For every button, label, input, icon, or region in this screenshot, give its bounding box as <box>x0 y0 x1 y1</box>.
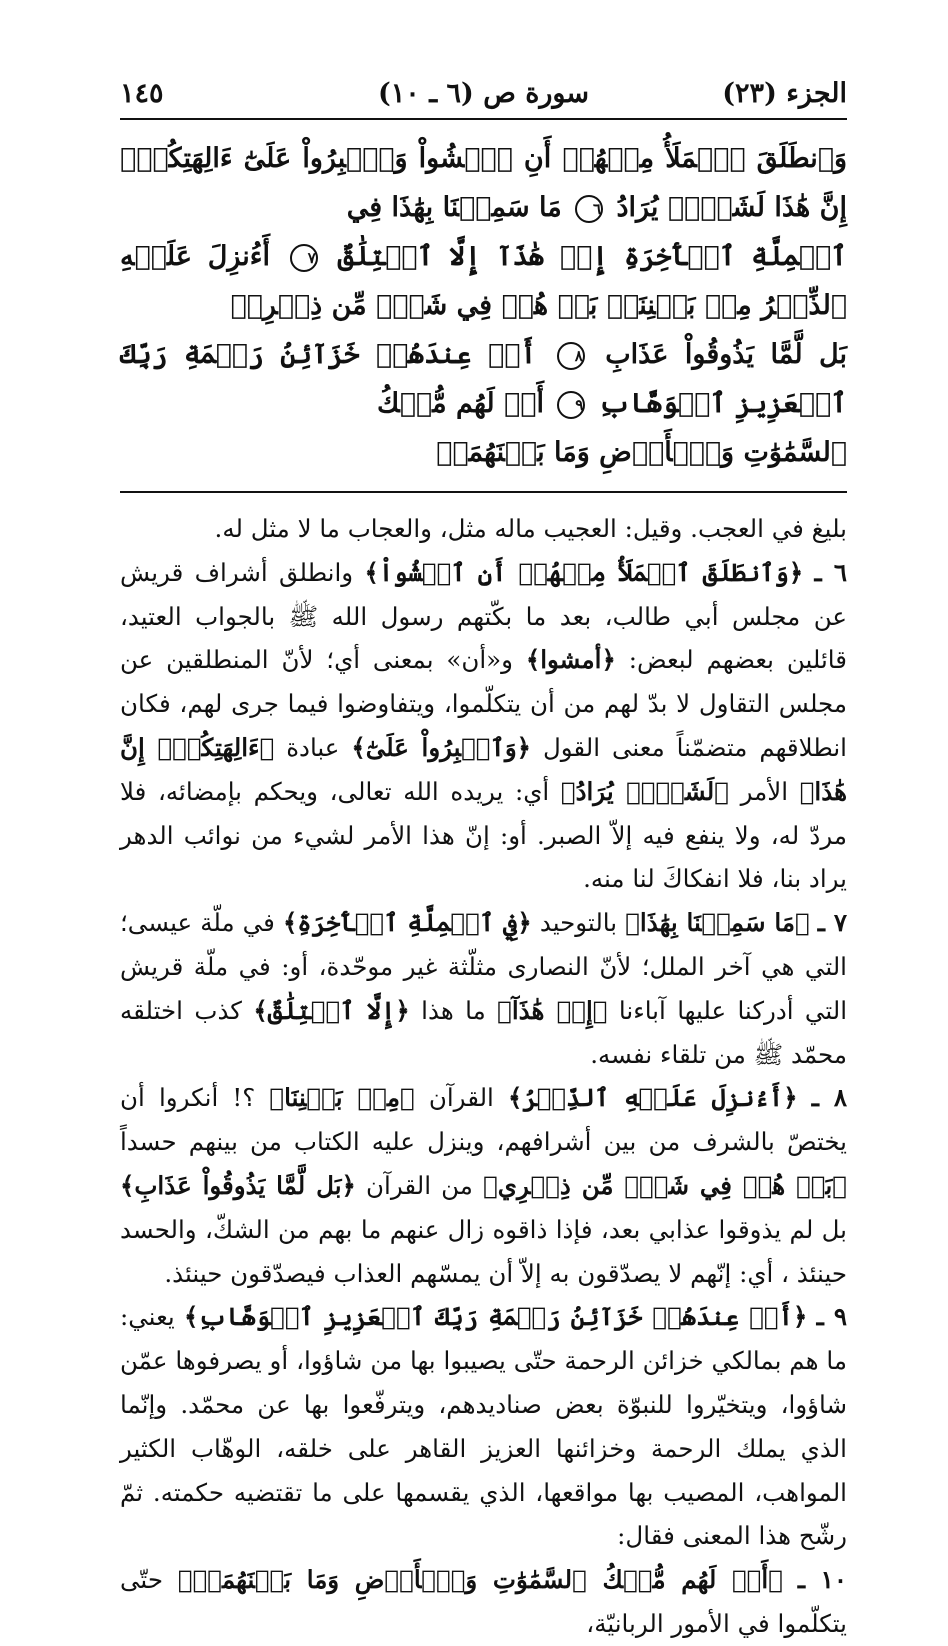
verse-text: بَل لَّمَّا يَذُوقُواْ عَذَابِ <box>605 339 847 370</box>
commentary-paragraph <box>120 551 847 901</box>
paragraph-text: حتّى يتكلّموا في الأمور الربانيّة، <box>120 1565 847 1638</box>
quote: ﴿بَل لَّمَّا يَذُوقُواْ عَذَابِ﴾ <box>120 1170 356 1200</box>
page-header <box>120 60 847 118</box>
paragraph-text: و«أن» بمعنى أي؛ لأنّ المنطلقين عن مجلس التقاول لا بدّ لهم من أن يتكلّموا، ويتفاوضوا فيما جرى لهم، فكان انطلاقهم متضمّناً معنى القول <box>120 645 847 762</box>
quote: ﴿ءَالِهَتِكُمۡۖ إِنَّ هَٰذَا﴾ <box>120 732 847 806</box>
quote: ﴿إِلَّا ٱخۡتِلَٰقٌ﴾ <box>253 995 410 1025</box>
verse-number: ٦ ـ <box>814 557 847 587</box>
verses-rule <box>120 491 847 493</box>
paragraph-text: القرآن <box>428 1083 494 1113</box>
paragraph-text: عبادة <box>286 732 340 762</box>
paragraph-text: بليغ في العجب. وقيل: العجيب ماله مثل، والعجاب ما لا مثل له. <box>214 514 847 543</box>
quote: ﴿وَٱصۡبِرُواْ عَلَىٰٓ﴾ <box>351 732 532 762</box>
paragraph-text: بالتوحيد <box>539 908 618 938</box>
verse-text: مَا سَمِعۡنَا بِهَٰذَا فِي <box>346 192 562 223</box>
paragraph-text: يعني: ما هم بمالكي خزائن الرحمة حتّى يصيبوا بها من شاؤوا، أو يصرفوها عمّن شاؤوا، ويتخيّروا للنبوّة بعض صناديدهم، ويترفّعوا بها عن محمّد. وإنّما الذي يملك الرحمة وخزائنها العزيز القاهر على خلقه، الوهّاب الكثير المواهب، المصيب بها مواقعها، الذي يقسمها على ما تقتضيه حكمته. ثمّ رشّح هذا المعنى فقال: <box>120 1302 847 1551</box>
paragraph-text: بل لم يذوقوا عذابي بعد، فإذا ذاقوه زال عنهم ما بهم من الشكّ، والحسد حينئذ ، أي: إنّهم لا يصدّقون به إلاّ أن يمسّهم العذاب فيصدّقون حينئذ. <box>120 1214 847 1288</box>
surah-title: سورة ص (٦ ـ ١٠) <box>377 78 590 109</box>
quran-verses <box>120 120 847 481</box>
paragraph-text: في ملّة عيسى؛ التي هي آخر الملل؛ لأنّ النصارى مثلّثة غير موحّدة، أو: في ملّة قريش التي أدركنا عليها آباءنا <box>120 908 848 1025</box>
verse-text: ٱلسَّمَٰوَٰتِ وَٱلۡأَرۡضِ وَمَا بَيۡنَهُمَاۖ <box>436 437 847 468</box>
quote: ﴿أمشوا﴾ <box>525 645 616 675</box>
page-number: ١٤٥ <box>120 78 164 109</box>
commentary-paragraph <box>120 901 847 1076</box>
quote: ﴿مِنۢ بَيۡنِنَا﴾ <box>269 1083 415 1113</box>
verse-text: أَءُنزِلَ عَلَيۡهِ ٱلذِّكۡرُ مِنۢ بَيۡنِنَاۚ بَلۡ هُمۡ فِي شَكّٖ مِّن ذِكۡرِيۚ <box>120 241 847 321</box>
quote: ﴿إِنۡ هَٰذَآ﴾ <box>497 995 608 1025</box>
quote: ﴿أَمۡ لَهُم مُّلۡكُ ٱلسَّمَٰوَٰتِ وَٱلۡأَرۡضِ وَمَا بَيۡنَهُمَاۖ﴾ <box>177 1565 783 1595</box>
verse-number-marker: ٦ <box>575 195 603 223</box>
verse-number: ٨ ـ <box>811 1083 847 1113</box>
paragraph-text: وانطلق أشراف قريش عن مجلس أبي طالب، بعد ما بكّتهم رسول الله ﷺ بالجواب العتيد، قائلين بعضهم لبعض: <box>120 557 847 675</box>
quote: ﴿بَلۡ هُمۡ فِي شَكّٖ مِّن ذِكۡرِي﴾ <box>483 1170 848 1200</box>
paragraph-text: أي: يريده الله تعالى، ويحكم بإمضائه، فلا مردّ له، ولا ينفع فيه إلاّ الصبر. أو: إنّ هذا الأمر لشيء من نوائب الدهر يراد بنا، فلا انفكاكَ لنا منه. <box>120 776 847 894</box>
juz-label: الجزء (٢٣) <box>722 78 847 109</box>
commentary-paragraph <box>120 1558 847 1646</box>
verse-line <box>120 134 847 232</box>
paragraph-text: ؟! أنكروا أن يختصّ بالشرف من بين أشرافهم، وينزل عليه الكتاب من بينهم حسداً <box>120 1083 847 1157</box>
verse-text: وَٱنطَلَقَ ٱلۡمَلَأُ مِنۡهُمۡ أَنِ ٱمۡشُواْ وَٱصۡبِرُواْ عَلَىٰٓ ءَالِهَتِكُمۡۖ إِنَّ هَٰذَا لَشَيۡءٞ يُرَادُ <box>120 143 847 223</box>
quote: ﴿أَءُنزِلَ عَلَيۡهِ ٱلذِّكۡرُ﴾ <box>508 1083 798 1113</box>
commentary-paragraph <box>120 1295 847 1558</box>
verse-number-marker: ٨ <box>557 342 585 370</box>
verse-line <box>120 330 847 428</box>
commentary <box>120 507 847 1646</box>
verse-text: أَمۡ لَهُم مُّلۡكُ <box>376 388 544 419</box>
verse-number: ٩ ـ <box>816 1302 847 1332</box>
quote: ﴿أَمۡ عِندَهُمۡ خَزَآئِنُ رَحۡمَةِ رَبِّكَ ٱلۡعَزِيزِ ٱلۡوَهَّابِ﴾ <box>183 1302 808 1332</box>
verse-line <box>120 232 847 330</box>
verse-number-marker: ٧ <box>290 244 318 272</box>
commentary-paragraph <box>120 1076 847 1295</box>
verse-number: ٧ ـ <box>817 908 847 938</box>
paragraph-text: ما هذا <box>421 995 486 1025</box>
quote: ﴿مَا سَمِعۡنَا بِهَٰذَا﴾ <box>625 908 810 938</box>
paragraph-text: من القرآن <box>366 1170 473 1200</box>
paragraph-text: كذب اختلقه محمّد ﷺ من تلقاء نفسه. <box>120 995 847 1069</box>
verse-number-marker: ٩ <box>557 391 585 419</box>
verse-number: ١٠ ـ <box>797 1565 847 1595</box>
verse-text: ٱلۡمِلَّةِ ٱلۡأٓخِرَةِ إِنۡ هَٰذَآ إِلَّا ٱخۡتِلَٰقٌ <box>337 241 847 272</box>
quote: ﴿لَشَيۡءٞ يُرَادُ﴾ <box>560 776 729 806</box>
verse-text: أَمۡ عِندَهُمۡ خَزَآئِنُ رَحۡمَةِ رَبِّكَ ٱلۡعَزِيزِ ٱلۡوَهَّابِ <box>120 339 847 419</box>
verse-line <box>120 428 847 477</box>
quote: ﴿وَٱنطَلَقَ ٱلۡمَلَأُ مِنۡهُمۡ أَنِ ٱمۡشُواْ﴾ <box>364 557 804 587</box>
commentary-paragraph <box>120 507 847 551</box>
paragraph-text: الأمر <box>740 776 789 806</box>
quote: ﴿فِي ٱلۡمِلَّةِ ٱلۡأٓخِرَةِ﴾ <box>282 908 532 938</box>
